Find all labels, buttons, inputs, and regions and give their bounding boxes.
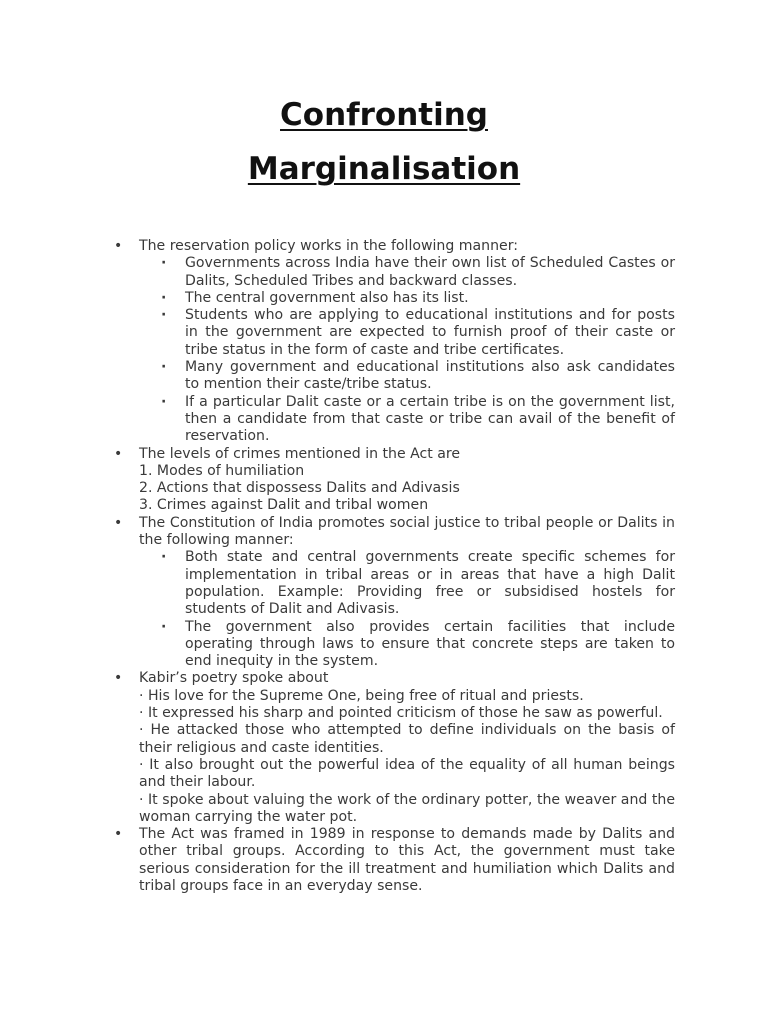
kabir-item: · It expressed his sharp and pointed criticism of those he saw as powerful. <box>139 705 663 722</box>
reservation-point: · Governments across India have their own list of Scheduled Castes or Dalits, Scheduled Tribes and backward classes. <box>114 255 675 290</box>
title-line-2: Marginalisation <box>247 151 521 187</box>
reservation-point: · Students who are applying to educational institutions and for posts in the government are expected to furnish proof of their caste or tribe status in the form of caste and tribe certificates. <box>114 307 675 359</box>
kabir-item: · His love for the Supreme One, being free of ritual and priests. <box>139 687 584 704</box>
page-title <box>0 88 768 196</box>
kabir-item: · It spoke about valuing the work of the ordinary potter, the weaver and the woman carrying the water pot. <box>139 791 675 825</box>
reservation-point: · The central government also has its list. <box>114 290 675 307</box>
crimes-item: 3. Crimes against Dalit and tribal women <box>139 497 429 514</box>
act-paragraph: • The Act was framed in 1989 in response to demands made by Dalits and other tribal groups. According to this Act, the government must take serious consideration for the ill treatment and humiliation which Dalits and tribal groups face in an everyday sense. <box>114 826 675 895</box>
crimes-item: 1. Modes of humiliation <box>139 462 305 479</box>
document-body <box>114 238 675 895</box>
constitution-intro: • The Constitution of India promotes social justice to tribal people or Dalits in the following manner: <box>114 515 675 550</box>
kabir-item: · He attacked those who attempted to define individuals on the basis of their religious and caste identities. <box>139 722 675 756</box>
constitution-point: · Both state and central governments create specific schemes for implementation in tribal areas or in areas that have a high Dalit population. Example: Providing free or subsidised hostels for students of Dalit and Adivasis. <box>114 549 675 618</box>
reservation-intro: • The reservation policy works in the following manner: <box>114 238 675 255</box>
title-line-1: Confronting <box>280 97 488 133</box>
kabir-intro: • Kabir’s poetry spoke about <box>114 670 675 687</box>
crimes-intro: • The levels of crimes mentioned in the Act are <box>114 446 675 463</box>
reservation-point: · Many government and educational institutions also ask candidates to mention their caste/tribe status. <box>114 359 675 394</box>
crimes-item: 2. Actions that dispossess Dalits and Adivasis <box>139 480 460 497</box>
reservation-point: · If a particular Dalit caste or a certain tribe is on the government list, then a candidate from that caste or tribe can avail of the benefit of reservation. <box>114 394 675 446</box>
kabir-item: · It also brought out the powerful idea of the equality of all human beings and their labour. <box>139 756 675 791</box>
constitution-point: · The government also provides certain facilities that include operating through laws to ensure that concrete steps are taken to end inequity in the system. <box>114 619 675 671</box>
